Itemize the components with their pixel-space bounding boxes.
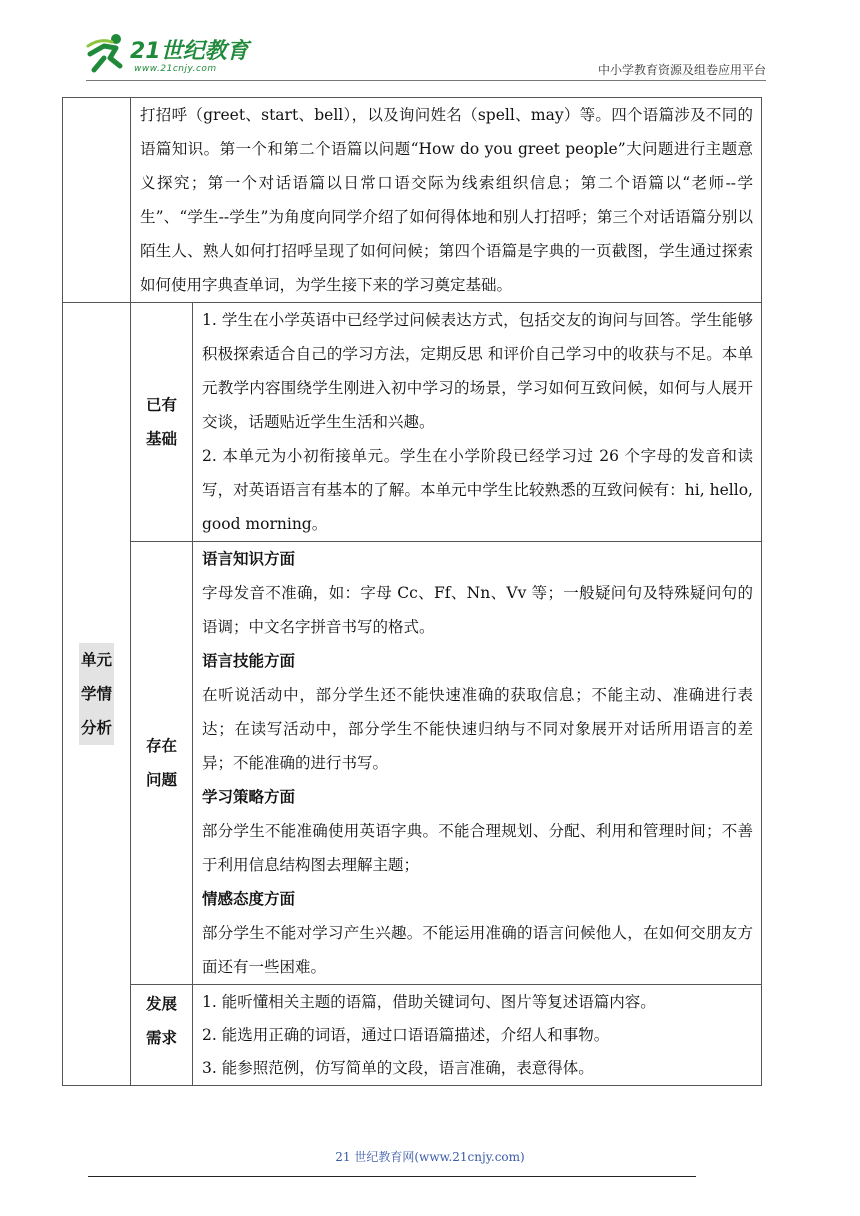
- lesson-plan-table: [62, 97, 762, 1086]
- section-label-line-1: 单元: [79, 643, 114, 677]
- attitude-heading: 情感态度方面: [202, 890, 296, 908]
- skills-text: 在听说活动中，部分学生还不能快速准确的获取信息；不能主动、准确进行表达；在读写活动中，部分学生不能快速归纳与不同对象展开对话所用语言的差异；不能准确的进行书写。: [202, 686, 753, 772]
- knowledge-heading: 语言知识方面: [202, 550, 296, 568]
- knowledge-text: 字母发音不准确，如：字母 Cc、Ff、Nn、Vv 等；一般疑问句及特殊疑问句的语调；中文名字拼音书写的格式。: [202, 584, 753, 636]
- strategy-text: 部分学生不能准确使用英语字典。不能合理规划、分配、利用和管理时间；不善于利用信息结构图去理解主题；: [202, 822, 753, 874]
- intro-text: 打招呼（greet、start、bell），以及询问姓名（spell、may）等。四个语篇涉及不同的语篇知识。第一个和第二个语篇以问题“How do you greet people”大问题进行主题意义探究；第一个对话语篇以日常口语交际为线索组织信息；第二个语篇以“老师--学生”、“学生--学生”为角度向同学介绍了如何得体地和别人打招呼；第三个对话语篇分别以陌生人、熟人如何打招呼呈现了如何问候；第四个语篇是字典的一页截图，学生通过探索如何使用字典查单词，为学生接下来的学习奠定基础。: [140, 106, 753, 294]
- problems-label-line-2: 问题: [145, 771, 177, 789]
- needs-row: [63, 985, 762, 1086]
- logo-url: www.21cnjy.com: [134, 64, 217, 74]
- needs-item-3: 3. 能参照范例，仿写简单的文段，语言准确，表意得体。: [202, 1058, 594, 1077]
- section-label-line-2: 学情: [79, 677, 114, 711]
- attitude-text: 部分学生不能对学习产生兴趣。不能运用准确的语言问候他人，在如何交朋友方面还有一些困难。: [202, 924, 753, 976]
- basis-content-cell: [193, 303, 762, 542]
- basis-label-line-1: 已有: [145, 396, 177, 414]
- footer-link[interactable]: 21 世纪教育网(www.21cnjy.com): [335, 1150, 525, 1164]
- problems-row: [63, 542, 762, 985]
- basis-row: [63, 303, 762, 542]
- problems-label-line-1: 存在: [145, 737, 177, 755]
- platform-title: 中小学教育资源及组卷应用平台: [597, 63, 766, 77]
- basis-label-cell: [131, 303, 193, 542]
- needs-item-1: 1. 能听懂相关主题的语篇，借助关键词句、图片等复述语篇内容。: [202, 992, 656, 1011]
- problems-content-cell: [193, 542, 762, 985]
- empty-label-cell: [63, 98, 131, 303]
- logo-text: 21世纪教育: [130, 39, 249, 64]
- basis-paragraph-2: 2. 本单元为小初衔接单元。学生在小学阶段已经学习过 26 个字母的发音和读写，对英语语言有基本的了解。本单元中学生比较熟悉的互致问候有：hi, hello, good morning。: [202, 447, 753, 533]
- needs-content-cell: [193, 985, 762, 1086]
- header-divider: [86, 80, 766, 81]
- needs-label-line-2: 需求: [145, 1029, 177, 1047]
- footer-divider: [88, 1176, 696, 1177]
- problems-label-cell: [131, 542, 193, 985]
- basis-paragraph-1: 1. 学生在小学英语中已经学过问候表达方式，包括交友的询问与回答。学生能够积极探索适合自己的学习方法，定期反思 和评价自己学习中的收获与不足。本单元教学内容围绕学生刚进入初中学习的场景，学习如何互致问候，如何与人展开交谈，话题贴近学生生活和兴趣。: [202, 311, 753, 431]
- skills-heading: 语言技能方面: [202, 652, 296, 670]
- needs-item-2: 2. 能选用正确的词语，通过口语语篇描述，介绍人和事物。: [202, 1025, 610, 1044]
- strategy-heading: 学习策略方面: [202, 788, 296, 806]
- intro-row: [63, 98, 762, 303]
- runner-icon: [86, 32, 130, 74]
- section-label-line-3: 分析: [79, 711, 114, 745]
- site-logo: [86, 30, 256, 80]
- needs-label-line-1: 发展: [145, 995, 177, 1013]
- basis-label-line-2: 基础: [145, 430, 177, 448]
- needs-label-cell: [131, 985, 193, 1086]
- section-label-cell: [63, 303, 131, 1086]
- intro-cell: [131, 98, 762, 303]
